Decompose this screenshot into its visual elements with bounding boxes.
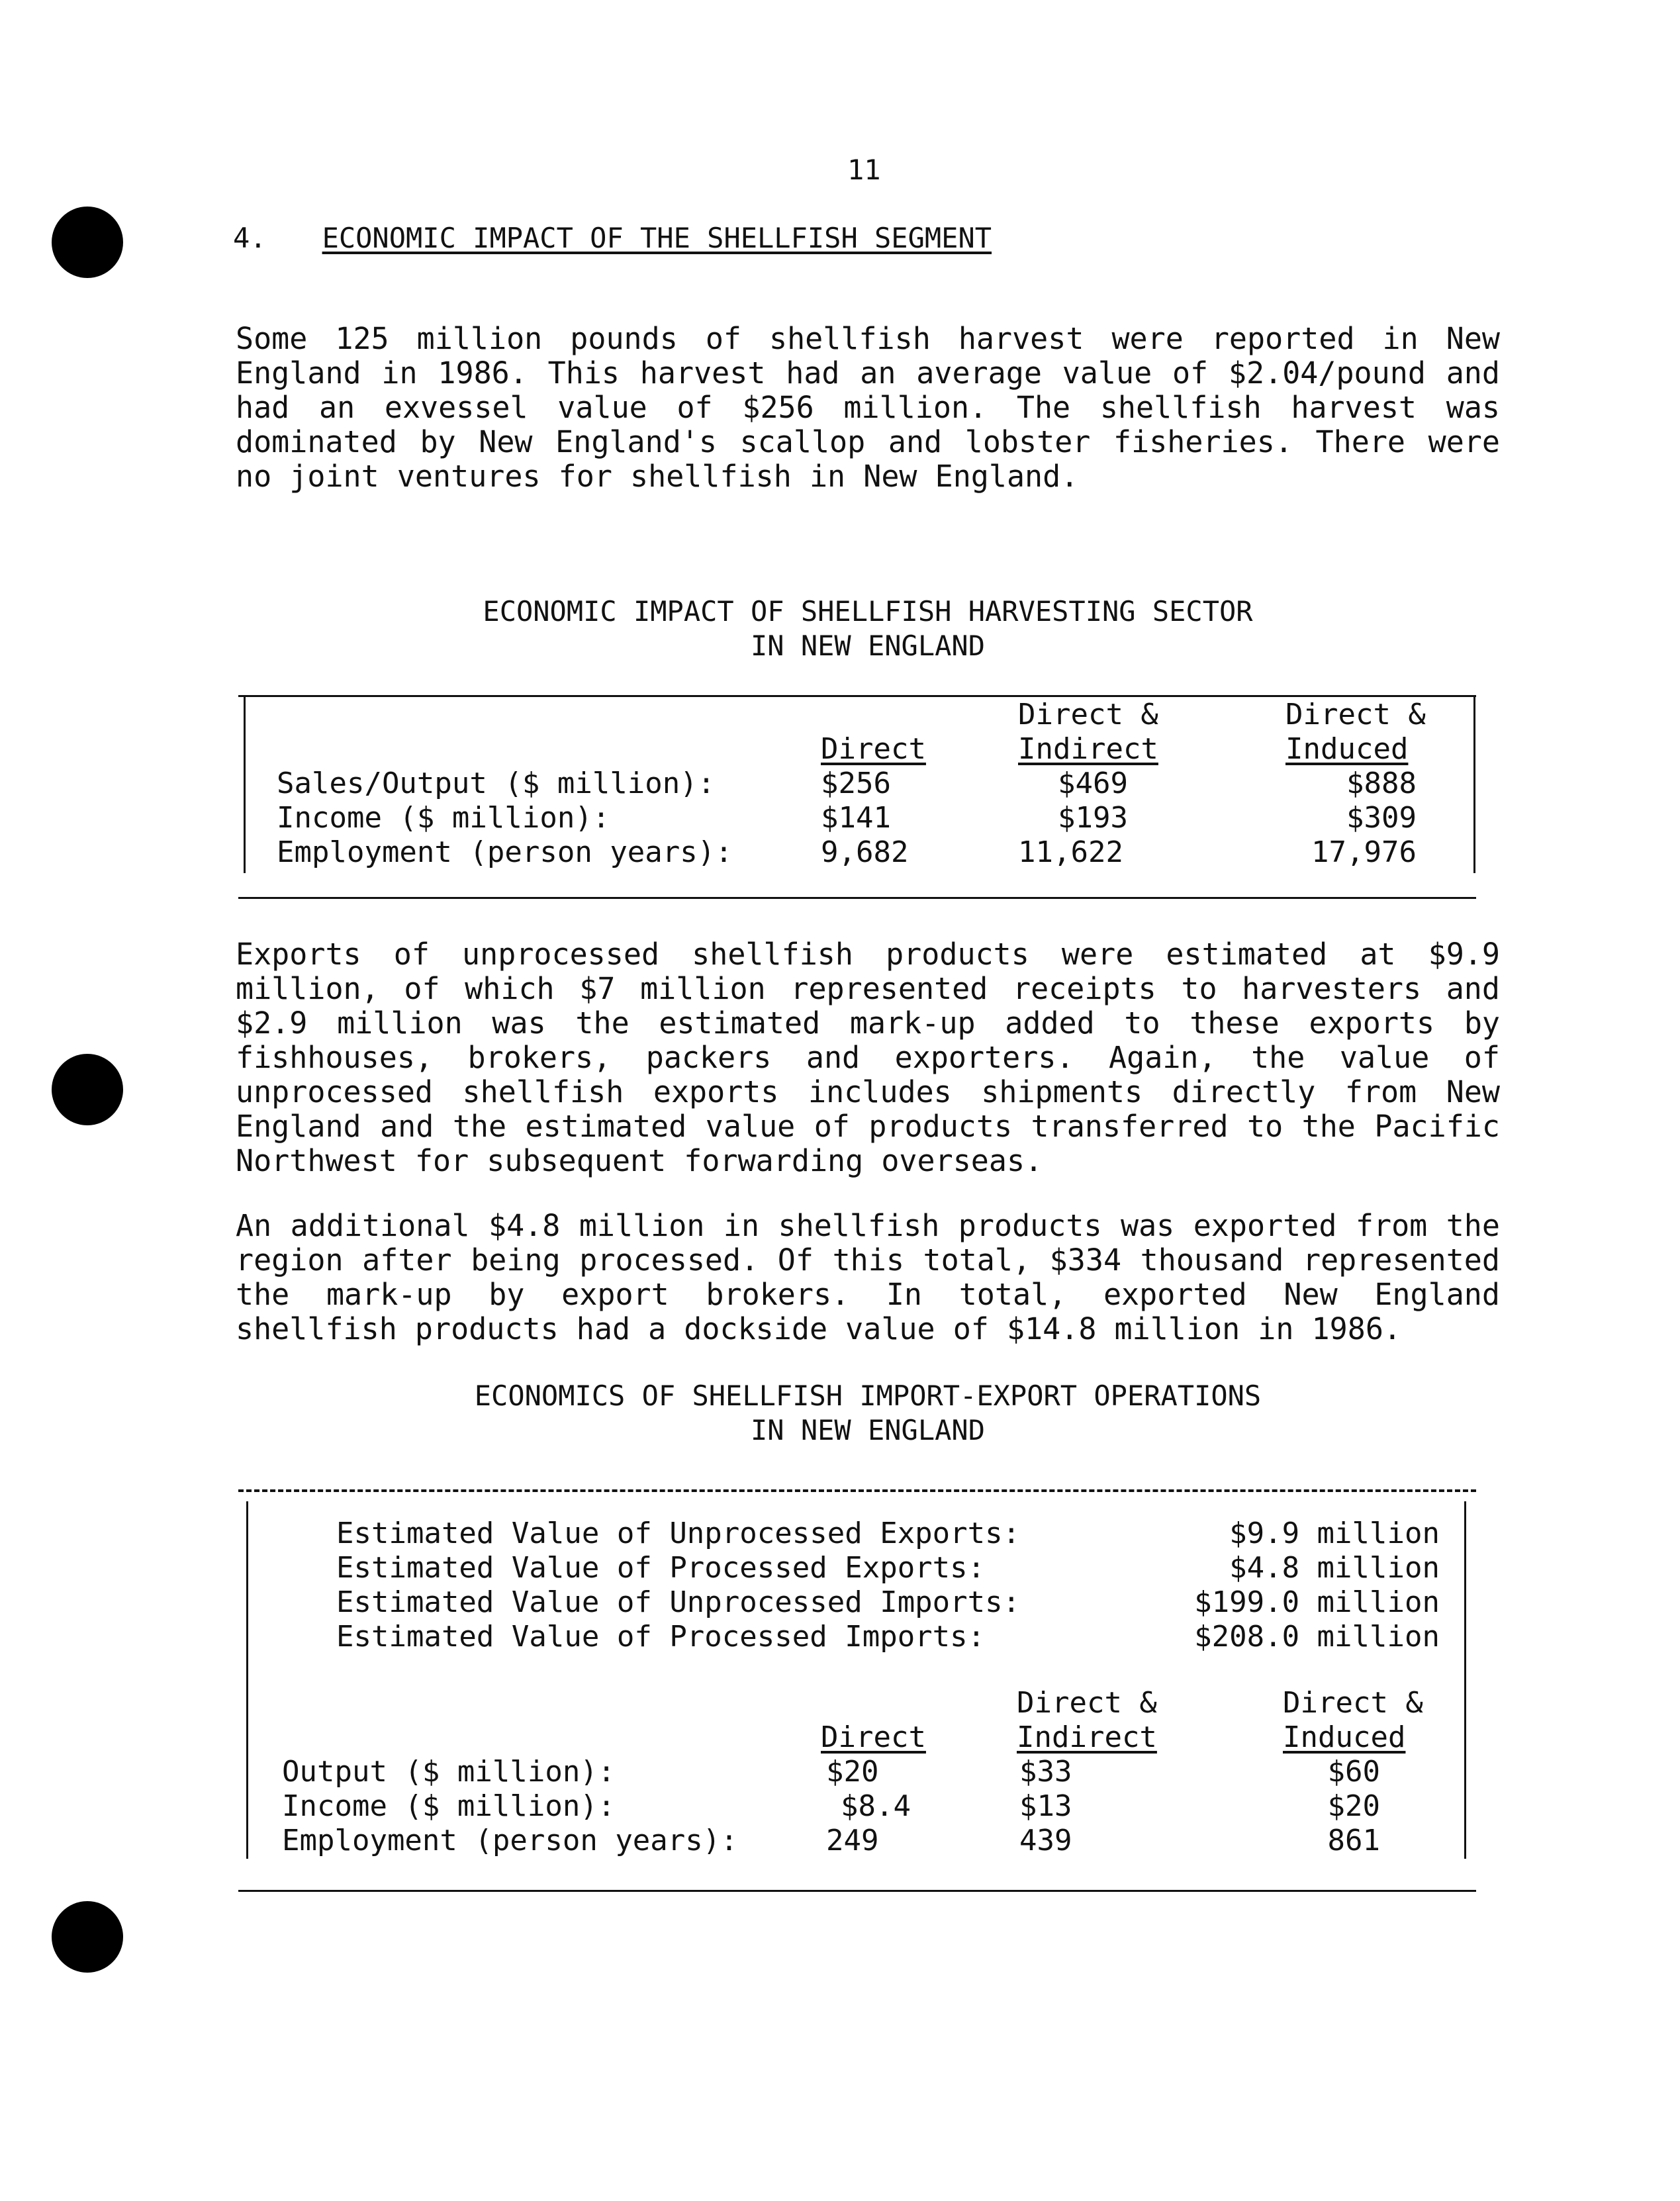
induced-value: 861	[1327, 1824, 1380, 1857]
punch-hole	[52, 1901, 123, 1973]
body-paragraph: Some 125 million pounds of shellfish harvest were reported in New England in 1986. This harvest had an average value of $2.04/pound and had an exvessel value of $256 million. The shellfish harvest was dominated by New England's scallop and lobster fisheries. There were no joint ventures for shellfish in New England.	[236, 321, 1500, 494]
table2-col3-header-line2: Induced	[1283, 1720, 1406, 1754]
table1-col2-header-line2: Indirect	[1018, 732, 1158, 766]
table-row	[0, 1755, 1380, 1789]
induced-value: $20	[1327, 1789, 1380, 1823]
induced-value: $60	[1327, 1755, 1380, 1789]
indirect-value: $33	[1019, 1755, 1072, 1789]
value-amount: $208.0 million	[1194, 1620, 1440, 1654]
value-row	[0, 1551, 1440, 1585]
table2-col3-header-line1: Direct &	[1283, 1686, 1423, 1720]
table-row	[0, 801, 1417, 835]
section-title: ECONOMIC IMPACT OF THE SHELLFISH SEGMENT	[322, 222, 992, 254]
table2-col2-header-line1: Direct &	[1017, 1686, 1157, 1720]
body-paragraph: Exports of unprocessed shellfish products were estimated at $9.9 million, of which $7 million represented receipts to harvesters and $2.9 million was the estimated mark-up added to these exports by fishhouses, brokers, packers and exporters. Again, the value of unprocessed shellfish exports includes shipments directly from New England and the estimated value of products transferred to the Pacific Northwest for subsequent forwarding overseas.	[236, 937, 1500, 1178]
direct-value: 9,682	[821, 835, 909, 869]
value-row	[0, 1517, 1440, 1551]
body-paragraph: An additional $4.8 million in shellfish products was exported from the region after being processed. Of this total, $334 thousand represented the mark-up by export brokers. In total, exported New England shellfish products had a dockside value of $14.8 million in 1986.	[236, 1208, 1500, 1346]
row-label: Employment (person years):	[282, 1824, 738, 1857]
table2-title	[236, 1379, 1500, 1448]
table2-title-line2: IN NEW ENGLAND	[750, 1414, 985, 1446]
indirect-value: $13	[1019, 1789, 1072, 1823]
table1-right-border	[1473, 696, 1475, 873]
section-heading	[233, 222, 992, 254]
indirect-value: $193	[1058, 801, 1128, 835]
row-label: Employment (person years):	[277, 835, 733, 869]
value-label: Estimated Value of Processed Exports:	[336, 1551, 986, 1585]
table2-left-border	[246, 1501, 248, 1859]
punch-hole	[52, 1054, 123, 1125]
row-label: Income ($ million):	[277, 801, 610, 835]
table2-top-rule	[238, 1489, 1476, 1492]
table2-bottom-rule	[238, 1890, 1476, 1892]
direct-value: $141	[821, 801, 891, 835]
table1-col3-header-line2: Induced	[1285, 732, 1409, 766]
value-label: Estimated Value of Unprocessed Exports:	[336, 1517, 1021, 1550]
table1-col2-header-line1: Direct &	[1018, 698, 1158, 731]
value-amount: $4.8 million	[1229, 1551, 1440, 1585]
table1-col3-header-line1: Direct &	[1285, 698, 1426, 731]
table2-title-line1: ECONOMICS OF SHELLFISH IMPORT-EXPORT OPERATIONS	[474, 1380, 1262, 1412]
table-row	[0, 767, 1417, 801]
value-label: Estimated Value of Processed Imports:	[336, 1620, 986, 1654]
indirect-value: 439	[1019, 1824, 1072, 1857]
value-label: Estimated Value of Unprocessed Imports:	[336, 1585, 1021, 1619]
table1-col1-header: Direct	[821, 732, 926, 766]
section-number: 4.	[233, 222, 267, 254]
row-label: Income ($ million):	[282, 1789, 616, 1823]
row-label: Sales/Output ($ million):	[277, 767, 716, 800]
value-row	[0, 1585, 1440, 1620]
table-row	[0, 1824, 1380, 1858]
indirect-value: $469	[1058, 767, 1128, 800]
table1-left-border	[244, 696, 246, 873]
direct-value: $256	[821, 767, 891, 800]
table2-col2-header-line2: Indirect	[1017, 1720, 1157, 1754]
induced-value: 17,976	[1311, 835, 1417, 869]
induced-value: $888	[1346, 767, 1417, 800]
table1-bottom-rule	[238, 897, 1476, 899]
row-label: Output ($ million):	[282, 1755, 616, 1789]
direct-value: 249	[826, 1824, 879, 1857]
value-row	[0, 1620, 1440, 1654]
direct-value: $8.4	[841, 1789, 911, 1823]
table-row	[0, 1789, 1380, 1824]
value-amount: $199.0 million	[1194, 1585, 1440, 1619]
table2-col1-header: Direct	[821, 1720, 926, 1754]
page-number: 11	[847, 154, 881, 186]
table1-title-line2: IN NEW ENGLAND	[750, 630, 985, 662]
value-amount: $9.9 million	[1229, 1517, 1440, 1550]
induced-value: $309	[1346, 801, 1417, 835]
direct-value: $20	[826, 1755, 879, 1789]
table-row	[0, 835, 1417, 870]
punch-hole	[52, 207, 123, 278]
table1-title	[236, 594, 1500, 663]
table2-right-border	[1464, 1501, 1466, 1859]
table1-title-line1: ECONOMIC IMPACT OF SHELLFISH HARVESTING SECTOR	[483, 595, 1253, 628]
indirect-value: 11,622	[1018, 835, 1123, 869]
table1-top-rule	[238, 695, 1476, 697]
